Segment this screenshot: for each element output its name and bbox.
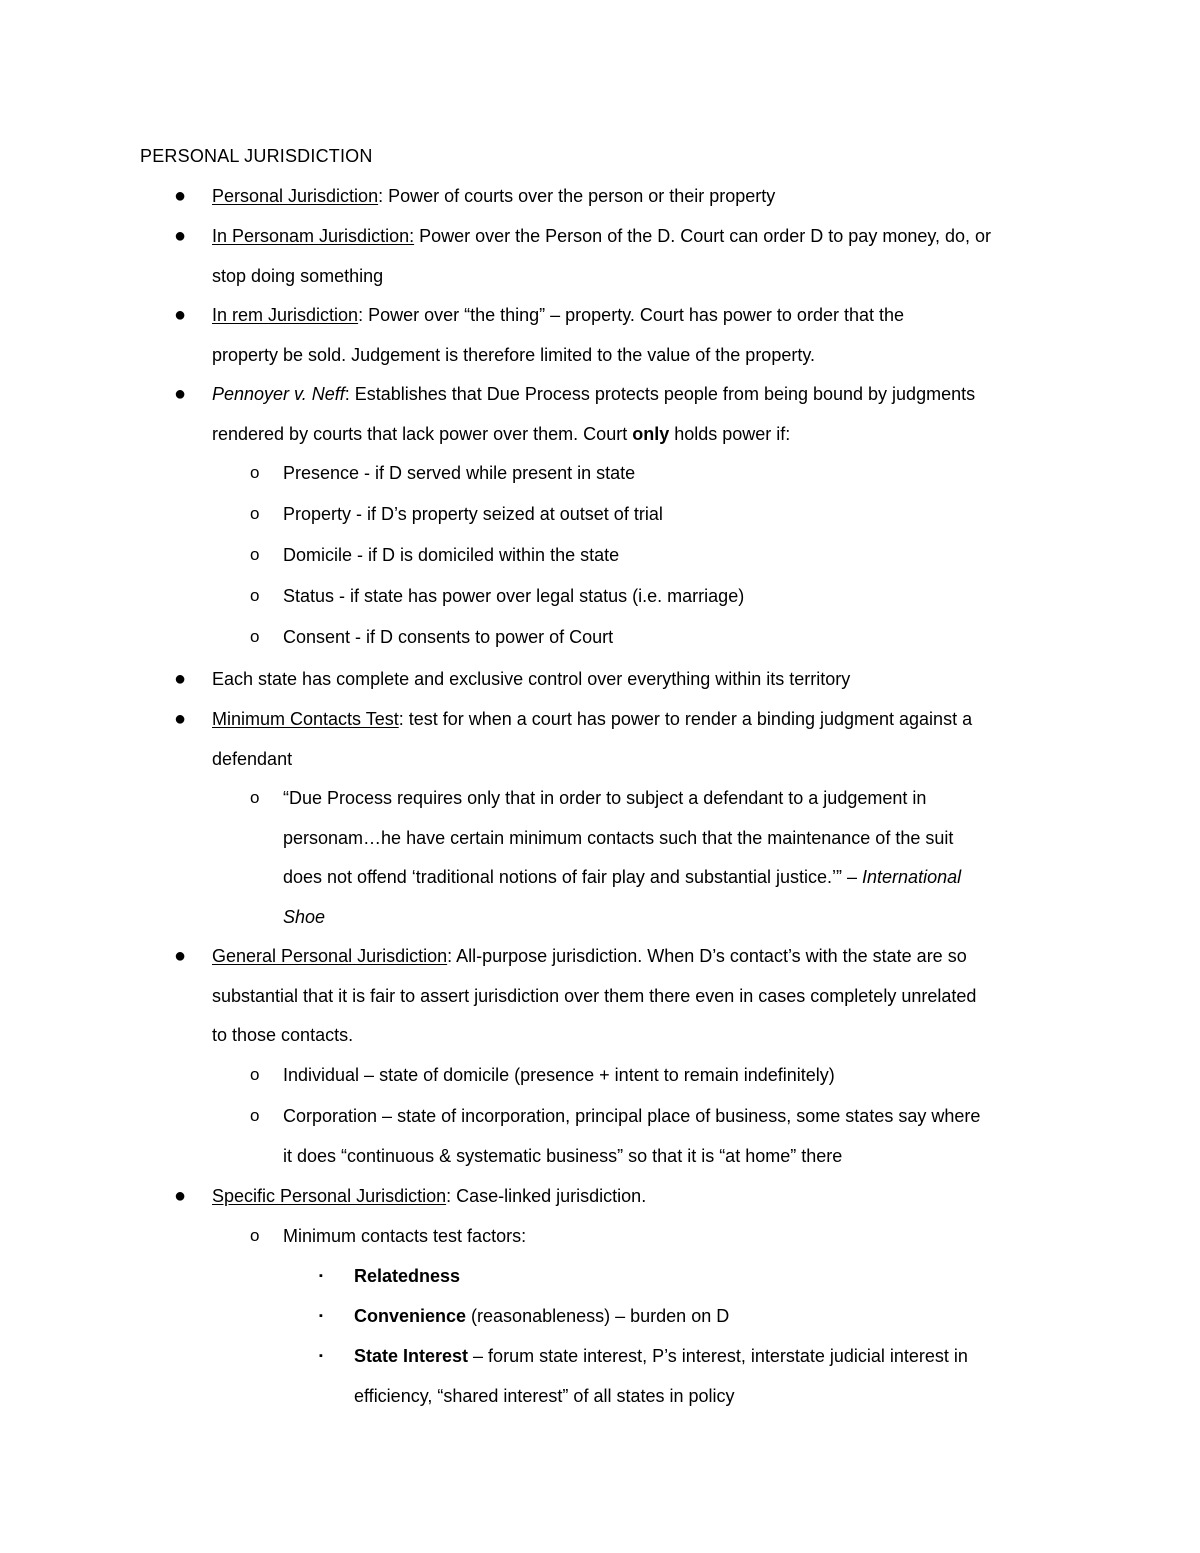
- sub-item-consent: Consent - if D consents to power of Court: [283, 627, 614, 647]
- term-in-personam: In Personam Jurisdiction:: [212, 226, 415, 246]
- list-item-in-rem: [212, 303, 1072, 367]
- bullet-dot: ●: [174, 185, 187, 207]
- list-item-each-state: Each state has complete and exclusive control over everything within its territory: [212, 669, 851, 689]
- factor-convenience: [354, 1304, 1074, 1328]
- quote-text: “Due Process requires only that in order to subject a defendant to a judgement in: [283, 788, 927, 808]
- definition-text: : Case-linked jurisdiction.: [446, 1186, 647, 1206]
- case-name: International: [862, 867, 962, 887]
- emphasis-text: only: [632, 423, 670, 444]
- bullet-circle: o: [250, 545, 260, 564]
- definition-text: : Establishes that Due Process protects people from being bound by judgments: [344, 384, 976, 404]
- case-name: Pennoyer v. Neff: [212, 384, 345, 404]
- bullet-circle: o: [250, 504, 260, 523]
- factor-state-interest: [354, 1344, 1074, 1408]
- term-in-rem: In rem Jurisdiction: [212, 305, 359, 325]
- definition-text: : Power over “the thing” – property. Court has power to order that the: [358, 305, 905, 325]
- bullet-dot: ●: [174, 708, 187, 730]
- sub-item-status: Status - if state has power over legal status (i.e. marriage): [283, 586, 745, 606]
- bullet-square: ▪: [319, 1310, 323, 1322]
- bullet-dot: ●: [174, 383, 187, 405]
- factor-text: – forum state interest, P’s interest, interstate judicial interest in: [468, 1346, 968, 1366]
- list-item-in-personam: [212, 224, 1072, 288]
- bullet-circle: o: [250, 1065, 260, 1084]
- bullet-circle: o: [250, 1226, 260, 1245]
- definition-text: property be sold. Judgement is therefore limited to the value of the property.: [212, 344, 815, 365]
- bullet-circle: o: [250, 627, 260, 646]
- sub-item-corporation: [283, 1104, 1073, 1168]
- term-specific-jurisdiction: Specific Personal Jurisdiction: [212, 1186, 447, 1206]
- sub-item-text: Corporation – state of incorporation, principal place of business, some states say where: [283, 1106, 981, 1126]
- factor-label: State Interest: [354, 1346, 469, 1366]
- bullet-square: ▪: [319, 1350, 323, 1362]
- bullet-dot: ●: [174, 1185, 187, 1207]
- definition-text: defendant: [212, 748, 293, 769]
- list-item-minimum-contacts: [212, 707, 1072, 771]
- list-item-specific-jurisdiction: [212, 1184, 1072, 1208]
- bullet-circle: o: [250, 463, 260, 482]
- sub-item-presence: Presence - if D served while present in state: [283, 463, 636, 483]
- factor-text: (reasonableness) – burden on D: [466, 1306, 730, 1326]
- definition-text: rendered by courts that lack power over them. Court: [212, 423, 633, 444]
- bullet-square: ▪: [319, 1270, 323, 1282]
- bullet-circle: o: [250, 788, 260, 807]
- quote-text: personam…he have certain minimum contacts such that the maintenance of the suit: [283, 827, 954, 848]
- case-name: Shoe: [283, 906, 326, 927]
- sub-item-individual: Individual – state of domicile (presence + intent to remain indefinitely): [283, 1065, 835, 1085]
- definition-text: : test for when a court has power to render a binding judgment against a: [398, 709, 973, 729]
- sub-item-domicile: Domicile - if D is domiciled within the state: [283, 545, 620, 565]
- definition-text: : Power of courts over the person or their property: [378, 186, 776, 206]
- definition-text: stop doing something: [212, 265, 384, 286]
- factor-label: Convenience: [354, 1306, 467, 1326]
- bullet-circle: o: [250, 1106, 260, 1125]
- bullet-dot: ●: [174, 945, 187, 967]
- list-item-general-jurisdiction: [212, 944, 1072, 1047]
- term-minimum-contacts: Minimum Contacts Test: [212, 709, 399, 729]
- definition-text: substantial that it is fair to assert jurisdiction over them there even in cases completely unrelated: [212, 985, 977, 1006]
- quote-international-shoe: [283, 786, 1073, 929]
- bullet-dot: ●: [174, 225, 187, 247]
- definition-text: to those contacts.: [212, 1025, 354, 1045]
- bullet-dot: ●: [174, 304, 187, 326]
- factor-relatedness: Relatedness: [354, 1266, 461, 1286]
- term-personal-jurisdiction: Personal Jurisdiction: [212, 186, 379, 206]
- sub-item-text: it does “continuous & systematic business” so that it is “at home” there: [283, 1145, 843, 1166]
- term-general-jurisdiction: General Personal Jurisdiction: [212, 946, 448, 966]
- factor-text: efficiency, “shared interest” of all states in policy: [354, 1385, 735, 1406]
- page-title: PERSONAL JURISDICTION: [140, 146, 373, 166]
- list-item-personal-jurisdiction: [212, 184, 1072, 208]
- definition-text: : All-purpose jurisdiction. When D’s contact’s with the state are so: [447, 946, 967, 966]
- definition-text: holds power if:: [669, 423, 791, 444]
- list-item-pennoyer: [212, 382, 1072, 446]
- quote-text: does not offend ‘traditional notions of fair play and substantial justice.’” –: [283, 867, 863, 887]
- sub-item-property: Property - if D’s property seized at outset of trial: [283, 504, 663, 524]
- sub-item-factors: Minimum contacts test factors:: [283, 1226, 527, 1246]
- definition-text: Power over the Person of the D. Court can order D to pay money, do, or: [414, 226, 992, 246]
- bullet-circle: o: [250, 586, 260, 605]
- bullet-dot: ●: [174, 668, 187, 690]
